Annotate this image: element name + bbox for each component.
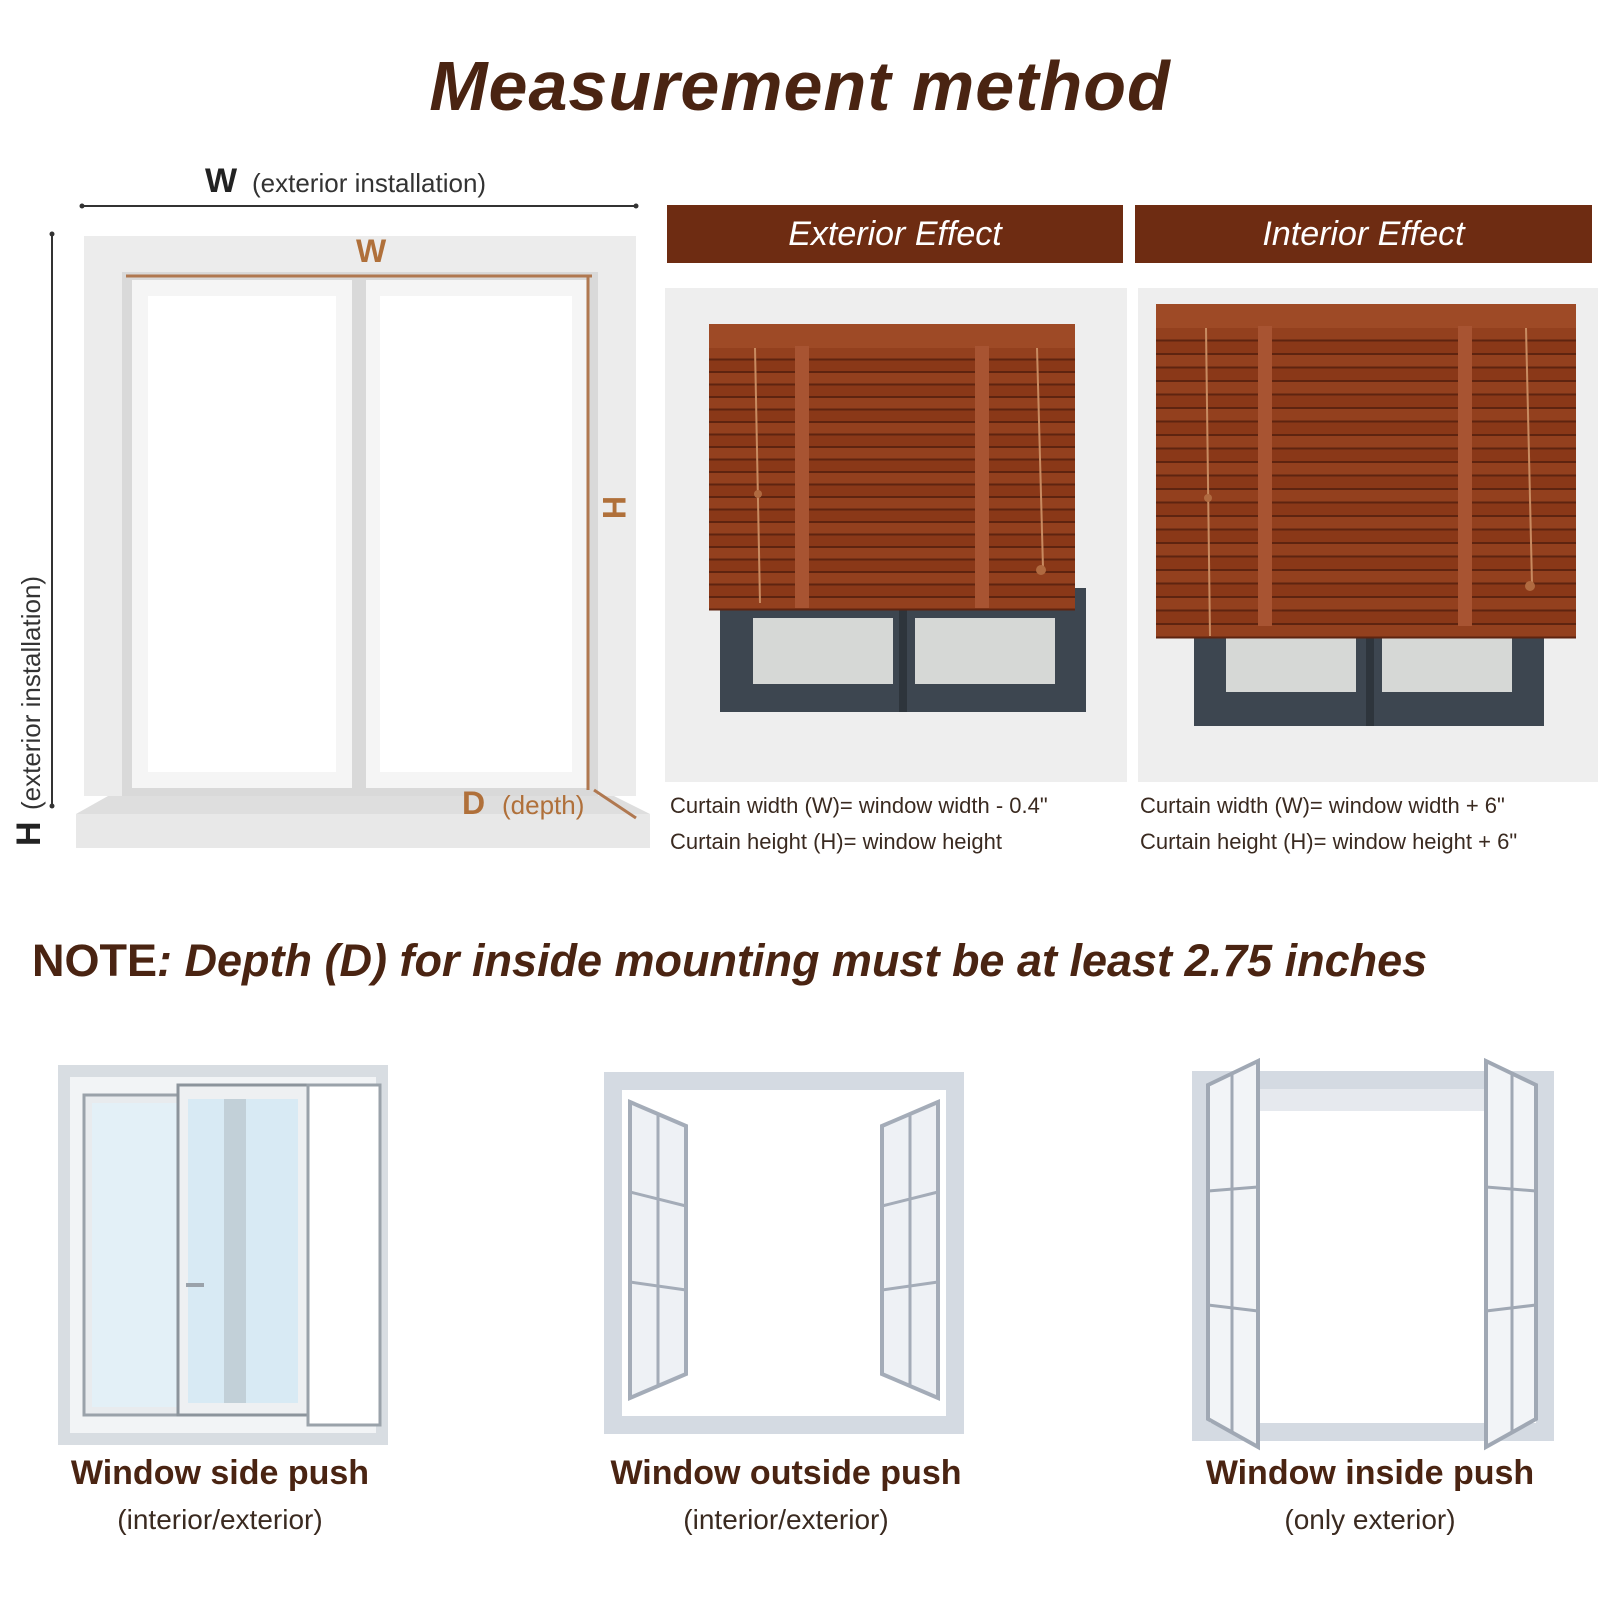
h-exterior-label: (exterior installation) [16, 575, 46, 810]
blind-slat-shadow [1156, 488, 1576, 490]
blind-slat-shadow [1156, 529, 1576, 531]
window-glass-left [753, 618, 893, 684]
blind-slat-shadow [709, 359, 1075, 361]
h-inner-letter: H [596, 496, 632, 520]
blind-slat-shadow [1156, 394, 1576, 396]
blind-slat-shadow [1156, 434, 1576, 436]
blind-slat-shadow [709, 396, 1075, 398]
blind-slats [709, 348, 1075, 611]
blind-slat [1156, 625, 1576, 637]
blind-slat [1156, 571, 1576, 583]
blind-slat-shadow [1156, 407, 1576, 409]
blind-slat-shadow [709, 571, 1075, 573]
ladder-tape-left [795, 346, 809, 608]
blind-slat-shadow [709, 471, 1075, 473]
blind-slat-shadow [709, 559, 1075, 561]
blind-slat [709, 561, 1075, 572]
window-outside-push-sub: (interior/exterior) [683, 1504, 889, 1535]
blind-slat-shadow [1156, 515, 1576, 517]
interior-width-rule: Curtain width (W)= window width + 6" [1140, 793, 1505, 818]
blind-slat-shadow [709, 434, 1075, 436]
d-letter: D [462, 785, 486, 821]
blind-headrail [1156, 304, 1576, 328]
blind-slat [1156, 423, 1576, 435]
blind-slat-shadow [1156, 353, 1576, 355]
window-glass-right [1382, 636, 1512, 692]
blind-slat-shadow [709, 546, 1075, 548]
blind-slat-shadow [709, 609, 1075, 611]
window-side-push-sub: (interior/exterior) [117, 1504, 323, 1535]
blind-slat [1156, 598, 1576, 610]
blind-slat [709, 373, 1075, 384]
blind-slat [1156, 328, 1576, 340]
blind-slat [1156, 463, 1576, 475]
blind-slat-shadow [709, 584, 1075, 586]
blind-slat [709, 573, 1075, 584]
ladder-tape-left [1258, 326, 1272, 626]
blind-slat [709, 598, 1075, 609]
ladder-tape-right [975, 346, 989, 608]
window-side-push-image [48, 1055, 398, 1455]
blind-slat [1156, 490, 1576, 502]
d-label: (depth) [502, 790, 585, 820]
blind-slat-shadow [1156, 542, 1576, 544]
blind-slat-shadow [709, 459, 1075, 461]
exterior-effect-banner: Exterior Effect [667, 205, 1123, 263]
blind-slat [1156, 612, 1576, 624]
blind-slat-shadow [1156, 610, 1576, 612]
blind-slat [709, 511, 1075, 522]
blind-slat [1156, 382, 1576, 394]
blind-slat [1156, 517, 1576, 529]
exterior-effect-image [665, 288, 1127, 782]
blind-slat-shadow [1156, 448, 1576, 450]
blind-slat [709, 348, 1075, 359]
blind-slat [709, 486, 1075, 497]
blind-slat-shadow [1156, 596, 1576, 598]
blind-slat-shadow [1156, 502, 1576, 504]
blind-slat-shadow [1156, 367, 1576, 369]
w-exterior-letter: W [205, 162, 238, 200]
ladder-tape-right [1458, 326, 1472, 626]
blind-slat [1156, 450, 1576, 462]
blind-slat [1156, 369, 1576, 381]
blind-slat [709, 398, 1075, 409]
blind-slat [1156, 504, 1576, 516]
exterior-width-rule: Curtain width (W)= window width - 0.4" [670, 793, 1048, 818]
blind-slat-shadow [1156, 340, 1576, 342]
blind-slat-shadow [1156, 421, 1576, 423]
w-exterior-label: (exterior installation) [252, 168, 487, 198]
blind-slat [1156, 477, 1576, 489]
blind-slat-shadow [709, 521, 1075, 523]
window-outside-push-image [600, 1068, 968, 1438]
blind-slat [1156, 544, 1576, 556]
blind-slat-shadow [709, 596, 1075, 598]
blind-slat-shadow [709, 446, 1075, 448]
blind-slat [1156, 531, 1576, 543]
blind-slat [709, 498, 1075, 509]
blind-headrail [709, 324, 1075, 348]
blind-slat [1156, 396, 1576, 408]
left-pane-glass [148, 296, 336, 772]
depth-note [32, 935, 1427, 987]
measurement-diagram [0, 150, 650, 870]
blind-slat [1156, 355, 1576, 367]
blind-slat [709, 411, 1075, 422]
window-glass-right [915, 618, 1055, 684]
blind-slat-shadow [709, 484, 1075, 486]
blind-slat [709, 436, 1075, 447]
blind-slat [709, 536, 1075, 547]
blind-slat-shadow [1156, 637, 1576, 639]
blind-slat-shadow [1156, 461, 1576, 463]
blind-slat-shadow [1156, 380, 1576, 382]
blind-slat [709, 473, 1075, 484]
blind-slat [709, 448, 1075, 459]
blind-slat-shadow [1156, 475, 1576, 477]
window-outside-push-label: Window outside push [610, 1454, 962, 1492]
right-pane-glass [380, 296, 572, 772]
note-prefix: NOTE [32, 935, 158, 986]
blind-slat-shadow [709, 384, 1075, 386]
blind-slat [1156, 409, 1576, 421]
blind-slat-shadow [1156, 583, 1576, 585]
blind-slat-shadow [709, 496, 1075, 498]
blind-slat [1156, 585, 1576, 597]
window-side-push-label: Window side push [70, 1454, 370, 1492]
page-title: Measurement method [429, 47, 1171, 125]
blind-slat-shadow [709, 409, 1075, 411]
interior-effect-banner: Interior Effect [1135, 205, 1592, 263]
blind-slat [1156, 436, 1576, 448]
note-text: : Depth (D) for inside mounting must be at least 2.75 inches [157, 935, 1428, 986]
blind-slat [709, 461, 1075, 472]
blind-slat [709, 586, 1075, 597]
blind-slat-shadow [709, 534, 1075, 536]
blind-slat-shadow [1156, 569, 1576, 571]
blind-slat [709, 423, 1075, 434]
blind-slat-shadow [709, 509, 1075, 511]
blind-slat-shadow [709, 371, 1075, 373]
window-inside-push-sub: (only exterior) [1284, 1504, 1456, 1535]
blind-slat [709, 361, 1075, 372]
blind-slat [709, 386, 1075, 397]
h-exterior-letter: H [10, 821, 48, 846]
blind-slat-shadow [1156, 556, 1576, 558]
interior-effect-image [1138, 288, 1598, 782]
window-inside-push-label: Window inside push [1205, 1454, 1535, 1492]
window-glass-left [1226, 636, 1356, 692]
interior-height-rule: Curtain height (H)= window height + 6" [1140, 829, 1518, 854]
w-inner-letter: W [356, 233, 387, 269]
window-inside-push-image [1188, 1055, 1558, 1455]
blind-slat [1156, 342, 1576, 354]
blind-slat [1156, 558, 1576, 570]
blind-slat [709, 548, 1075, 559]
blind-slat-shadow [709, 421, 1075, 423]
blind-slat [709, 523, 1075, 534]
blind-slats [1156, 328, 1576, 639]
exterior-height-rule: Curtain height (H)= window height [670, 829, 1003, 854]
blind-slat-shadow [1156, 623, 1576, 625]
